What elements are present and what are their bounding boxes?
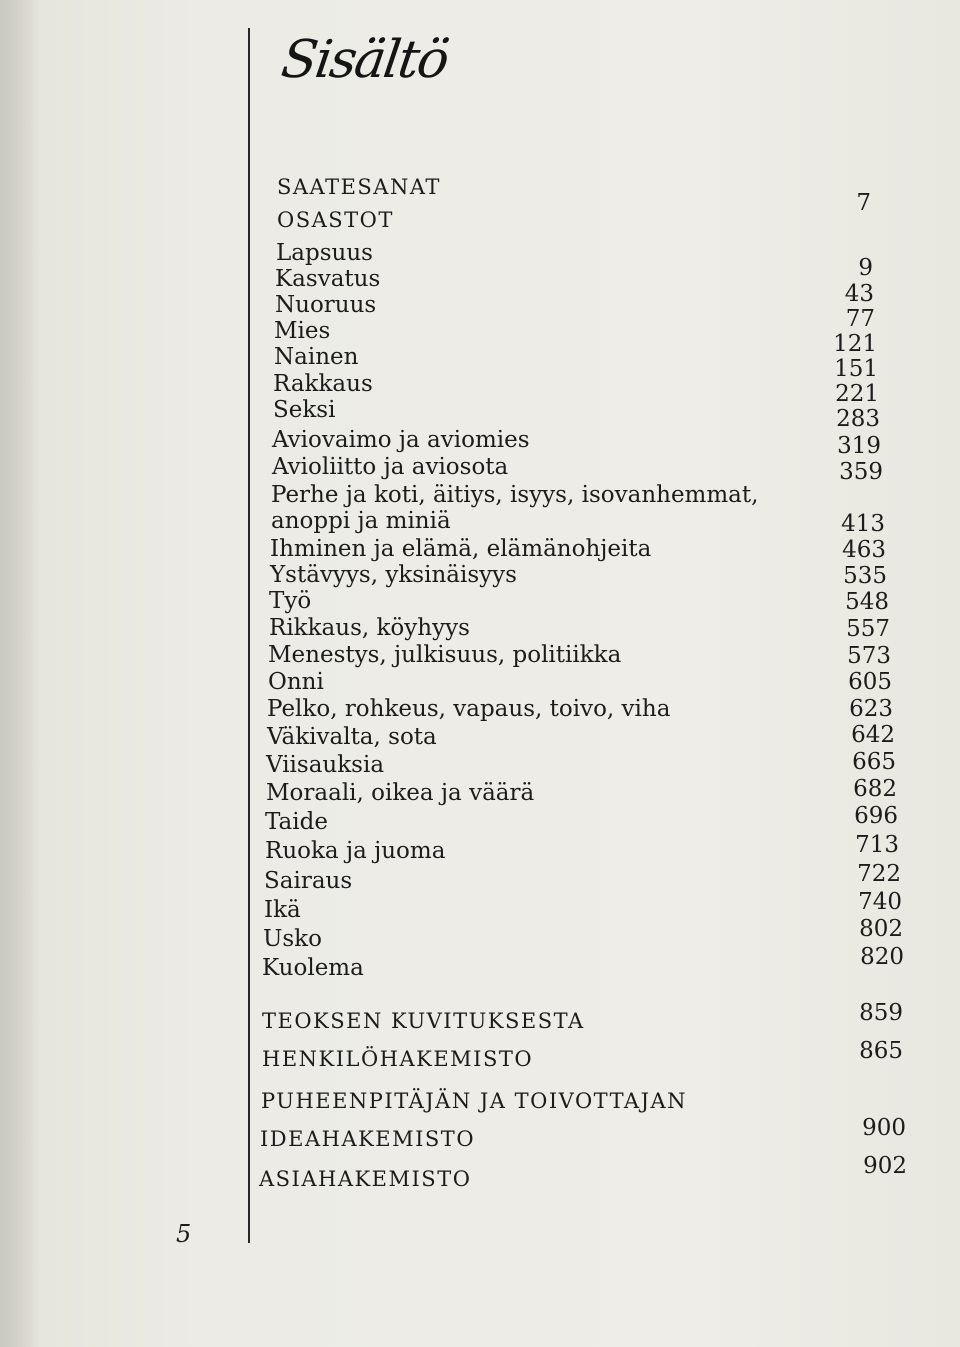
page-title: Sisältö: [277, 30, 451, 90]
toc-entry-label: Ystävyys, yksinäisyys: [270, 562, 517, 588]
toc-entry-page: 557: [846, 616, 890, 642]
toc-entry-page: 9: [858, 255, 873, 281]
toc-entry-page: 283: [836, 406, 880, 432]
toc-entry-page: 535: [843, 563, 887, 589]
toc-entry-page: 7: [856, 190, 871, 216]
toc-entry-label: Viisauksia: [266, 752, 385, 778]
toc-entry-page: 605: [848, 669, 892, 695]
toc-entry-label: Kasvatus: [275, 266, 381, 292]
toc-entry-label: Ruoka ja juoma: [265, 838, 446, 864]
toc-entry-page: 623: [849, 696, 893, 722]
toc-entry-page: 43: [844, 281, 874, 307]
toc-entry-page: 900: [862, 1115, 906, 1141]
toc-entry-label: Nainen: [274, 344, 359, 370]
toc-entry-page: 865: [859, 1038, 903, 1064]
toc-entry-label: TEOKSEN KUVITUKSESTA: [262, 1009, 585, 1033]
toc-entry-label: Rikkaus, köyhyys: [269, 615, 470, 641]
toc-entry-label: Mies: [274, 318, 331, 344]
toc-entry-page: 740: [858, 889, 902, 915]
toc-entry-page: 359: [839, 459, 883, 485]
toc-entry-page: 859: [859, 1000, 903, 1026]
toc-entry-page: 682: [853, 776, 897, 802]
toc-entry-label: Pelko, rohkeus, vapaus, toivo, viha: [267, 696, 671, 722]
toc-entry-label: Aviovaimo ja aviomies: [272, 427, 530, 453]
toc-entry-page: 151: [834, 356, 878, 382]
toc-entry-label: Lapsuus: [276, 240, 373, 266]
toc-entry-label: Työ: [269, 588, 312, 614]
toc-entry-label: HENKILÖHAKEMISTO: [262, 1047, 534, 1071]
toc-entry-label: Ihminen ja elämä, elämänohjeita: [270, 536, 652, 562]
toc-entry-page: 77: [845, 306, 875, 332]
toc-entry-page: 713: [855, 832, 899, 858]
toc-entry-label: Perhe ja koti, äitiys, isyys, isovanhemmat,: [271, 482, 759, 508]
toc-entry-label: SAATESANAT: [277, 175, 441, 199]
toc-entry-label: OSASTOT: [277, 208, 394, 232]
toc-entry-page: 820: [860, 944, 904, 970]
toc-entry-label: PUHEENPITÄJÄN JA TOIVOTTAJAN: [261, 1089, 688, 1113]
toc-entry-label: Nuoruus: [275, 292, 377, 318]
toc-entry-page: 696: [854, 803, 898, 829]
toc-entry-label: Taide: [265, 809, 328, 835]
toc-entry-page: 463: [842, 537, 886, 563]
toc-entry-page: 413: [841, 511, 885, 537]
toc-entry-page: 665: [852, 749, 896, 775]
toc-entry-page: 548: [845, 589, 889, 615]
vertical-rule: [248, 28, 250, 1243]
toc-entry-page: 722: [857, 861, 901, 887]
toc-entry-label: Sairaus: [264, 868, 353, 894]
toc-entry-label: Usko: [263, 926, 322, 952]
toc-entry-page: 121: [833, 331, 877, 357]
toc-entry-label: Onni: [268, 669, 324, 695]
toc-entry-page: 802: [859, 916, 903, 942]
toc-entry-label: ASIAHAKEMISTO: [259, 1167, 472, 1191]
toc-entry-label: Moraali, oikea ja väärä: [266, 780, 535, 806]
toc-entry-label: IDEAHAKEMISTO: [260, 1127, 476, 1151]
gutter-shadow: [0, 0, 40, 1347]
toc-entry-label: Ikä: [264, 897, 301, 923]
toc-entry-page: 642: [851, 722, 895, 748]
toc-entry-label: Avioliitto ja aviosota: [272, 454, 509, 480]
toc-entry-label: Rakkaus: [273, 371, 373, 397]
toc-entry-page: 902: [863, 1153, 907, 1179]
toc-entry-label: Kuolema: [262, 955, 364, 981]
toc-entry-label: Väkivalta, sota: [267, 724, 437, 750]
page-number: 5: [176, 1220, 192, 1248]
toc-entry-page: 221: [835, 381, 879, 407]
toc-entry-label: Menestys, julkisuus, politiikka: [268, 642, 622, 668]
toc-entry-page: 319: [837, 433, 881, 459]
toc-entry-page: 573: [847, 643, 891, 669]
toc-entry-label: Seksi: [273, 397, 336, 423]
toc-entry-label: anoppi ja miniä: [271, 508, 451, 534]
